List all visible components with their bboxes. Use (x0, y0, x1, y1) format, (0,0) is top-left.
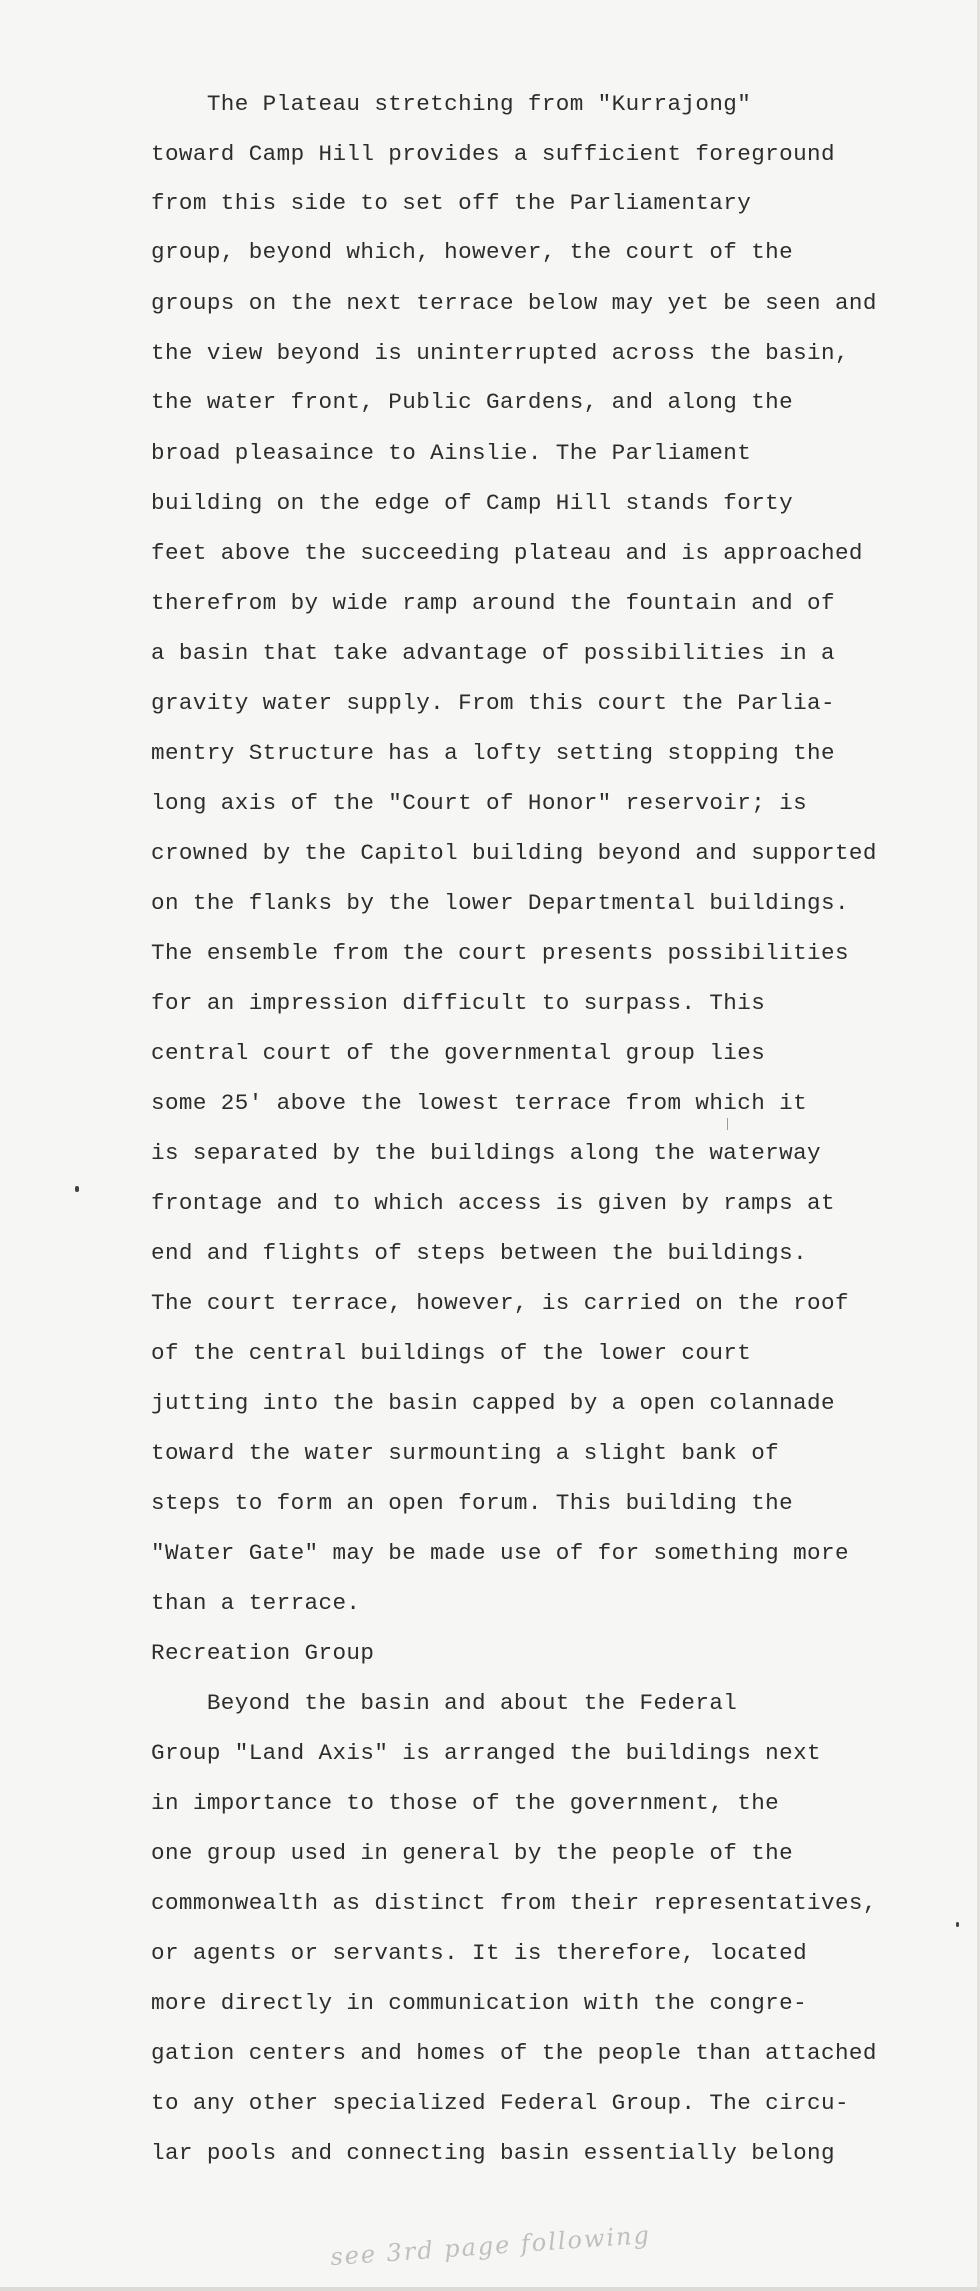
text-line-38: or agents or servants. It is therefore, located (151, 1940, 808, 1966)
text-line-14: mentry Structure has a lofty setting stopping the (151, 740, 835, 766)
text-line-6: the view beyond is uninterrupted across the basin, (151, 340, 849, 366)
text-line-35: in importance to those of the government, the (151, 1790, 780, 1816)
text-line-33: Beyond the basin and about the Federal (151, 1690, 738, 1716)
text-line-28: toward the water surmounting a slight bank of (151, 1440, 780, 1466)
ink-speck (75, 1186, 79, 1192)
text-line-7: the water front, Public Gardens, and along the (151, 389, 794, 415)
text-line-22: is separated by the buildings along the waterway (151, 1140, 822, 1166)
text-line-34: Group "Land Axis" is arranged the buildings next (151, 1740, 822, 1766)
text-line-13: gravity water supply. From this court the Parlia- (151, 690, 835, 716)
text-line-12: a basin that take advantage of possibilities in a (151, 640, 835, 666)
text-line-2: toward Camp Hill provides a sufficient foreground (151, 141, 835, 167)
text-line-8: broad pleasaince to Ainslie. The Parliament (151, 440, 752, 466)
stray-mark (727, 1118, 728, 1130)
handwritten-note: see 3rd page following (329, 2220, 652, 2272)
text-line-26: of the central buildings of the lower court (151, 1340, 752, 1366)
text-line-24: end and flights of steps between the buildings. (151, 1240, 808, 1266)
text-line-3: from this side to set off the Parliamentary (151, 190, 752, 216)
text-line-5: groups on the next terrace below may yet be seen and (151, 290, 877, 316)
text-line-1: The Plateau stretching from "Kurrajong" (151, 91, 752, 117)
text-line-27: jutting into the basin capped by a open colannade (151, 1390, 835, 1416)
text-line-20: central court of the governmental group lies (151, 1040, 766, 1066)
text-line-23: frontage and to which access is given by ramps at (151, 1190, 835, 1216)
text-line-41: to any other specialized Federal Group. The circu- (151, 2090, 849, 2116)
text-line-29: steps to form an open forum. This building the (151, 1490, 794, 1516)
text-line-31: than a terrace. (151, 1590, 361, 1616)
text-line-39: more directly in communication with the congre- (151, 1990, 808, 2016)
text-line-11: therefrom by wide ramp around the fountain and of (151, 590, 835, 616)
text-line-18: The ensemble from the court presents possibilities (151, 940, 849, 966)
text-line-40: gation centers and homes of the people than attached (151, 2040, 877, 2066)
text-line-21: some 25' above the lowest terrace from which it (151, 1090, 808, 1116)
text-line-37: commonwealth as distinct from their representatives, (151, 1890, 877, 1916)
text-line-42: lar pools and connecting basin essentially belong (151, 2140, 835, 2166)
text-line-17: on the flanks by the lower Departmental buildings. (151, 890, 849, 916)
text-line-30: "Water Gate" may be made use of for something more (151, 1540, 849, 1566)
text-line-19: for an impression difficult to surpass. This (151, 990, 766, 1016)
text-line-36: one group used in general by the people of the (151, 1840, 794, 1866)
text-line-9: building on the edge of Camp Hill stands forty (151, 490, 794, 516)
text-line-15: long axis of the "Court of Honor" reservoir; is (151, 790, 808, 816)
ink-speck (956, 1922, 959, 1927)
text-line-4: group, beyond which, however, the court of the (151, 239, 794, 265)
section-heading: Recreation Group (151, 1640, 375, 1666)
text-line-16: crowned by the Capitol building beyond and supported (151, 840, 877, 866)
text-line-25: The court terrace, however, is carried on the roof (151, 1290, 849, 1316)
text-line-10: feet above the succeeding plateau and is approached (151, 540, 863, 566)
